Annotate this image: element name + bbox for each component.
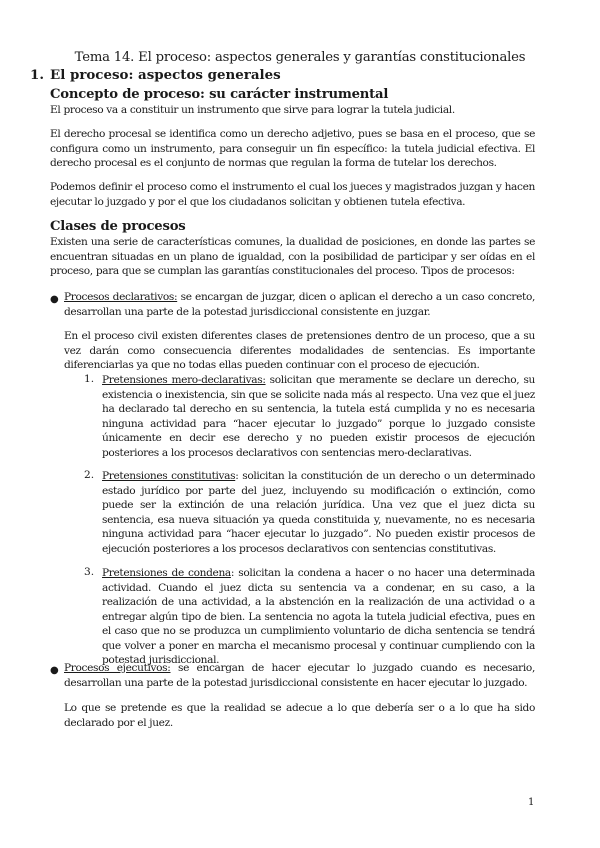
list-item-mero-declarativas bbox=[102, 373, 535, 460]
list-item-label: Pretensiones mero-declarativas: bbox=[102, 374, 266, 386]
concepto-paragraph-1: El proceso va a constituir un instrumento que sirve para lograr la tutela judicial. bbox=[50, 104, 455, 116]
final-paragraph: Lo que se pretende es que la realidad se adecue a lo que debería ser o a lo que ha sido declarado por el juez. bbox=[64, 702, 535, 729]
page-number: 1 bbox=[528, 797, 535, 808]
bullet-text: se encargan de hacer ejecutar lo juzgado cuando es necesario, desarrollan una parte de la potestad jurisdiccional consistente en hacer ejecutar lo juzgado. bbox=[64, 662, 535, 689]
document-title: Tema 14. El proceso: aspectos generales y garantías constitucionales bbox=[74, 50, 526, 65]
list-item-text: : solicitan la condena a hacer o no hacer una determinada actividad. Cuando el juez dicta su sentencia va a condenar, en su caso, a la realización de una actividad, a la abstención en la realización de una actividad o a entregar algún tipo de bien. La sentencia no agota la tutela judicial efectiva, pues en el caso que no se produzca un cumplimiento voluntario de dicha sentencia se tendrá que volver a poner en marcha el mecanismo procesal y continuar cumpliendo con la potestad jurisdiccional. bbox=[102, 567, 535, 666]
clases-heading: Clases de procesos bbox=[50, 219, 186, 234]
bullet-label: Procesos declarativos: bbox=[64, 291, 178, 303]
list-item-text: solicitan que meramente se declare un derecho, su existencia o inexistencia, sin que se solicite nada más al respecto. Una vez que el juez ha declarado tal derecho en su sentencia, la tutela está cumplida y no es necesaria ninguna actividad para “hacer ejecutar lo juzgado” porque lo juzgado consiste únicamente en decir ese derecho y no pueden existir procesos de ejecución posteriores a los procesos declarativos con sentencias mero-declarativas. bbox=[102, 374, 536, 459]
list-number: 1. bbox=[84, 373, 95, 385]
list-item-label: Pretensiones constitutivas bbox=[102, 470, 236, 482]
bullet-glyph: ● bbox=[50, 294, 59, 305]
concepto-heading: Concepto de proceso: su carácter instrumental bbox=[50, 87, 389, 102]
list-number: 2. bbox=[84, 469, 95, 481]
concepto-paragraph-3: Podemos definir el proceso como el instrumento el cual los jueces y magistrados juzgan y hacen ejecutar lo juzgado y por el que los ciudadanos solicitan y obtienen tutela efectiva. bbox=[50, 181, 535, 208]
list-item-condena bbox=[102, 566, 535, 668]
list-item-constitutivas bbox=[102, 469, 535, 556]
concepto-paragraph-2: El derecho procesal se identifica como un derecho adjetivo, pues se basa en el proceso, que se configura como un instrumento, para conseguir un fin específico: la tutela judicial efectiva. El derecho procesal es el conjunto de normas que regulan la forma de tutelar los derechos. bbox=[50, 128, 535, 169]
section-heading bbox=[30, 67, 281, 83]
clases-intro: Existen una serie de características comunes, la dualidad de posiciones, en donde las partes se encuentran situadas en un plano de igualdad, con la posibilidad de participar y ser oídas en el proceso, para que se cumplan las garantías constitucionales del proceso. Tipos de procesos: bbox=[50, 236, 535, 277]
bullet-procesos-ejecutivos bbox=[64, 661, 535, 690]
bullet-text: se encargan de juzgar, dicen o aplican el derecho a un caso concreto, desarrollan una parte de la potestad jurisdiccional consistente en juzgar. bbox=[64, 291, 535, 318]
bullet-procesos-declarativos bbox=[64, 290, 535, 319]
section-heading-text: El proceso: aspectos generales bbox=[50, 67, 281, 83]
list-item-text: : solicitan la constitución de un derecho o un determinado estado jurídico por parte del juez, incluyendo su modificación o extinción, como puede ser la extinción de una relación jurídica. Una vez que el juez dicta su sentencia, esa nueva situación ya queda constituida y, nuevamente, no es necesaria ninguna actividad para “hacer ejecutar lo juzgado”. No pueden existir procesos de ejecución posteriores a los procesos declarativos con sentencias constitutivas. bbox=[102, 470, 535, 555]
proceso-civil-paragraph: En el proceso civil existen diferentes clases de pretensiones dentro de un proceso, que a su vez darán como consecuencia diferentes modalidades de sentencias. Es importante diferenciarlas ya que no todas ellas pueden continuar con el proceso de ejecución. bbox=[64, 330, 535, 371]
list-item-label: Pretensiones de condena bbox=[102, 567, 231, 579]
list-number: 3. bbox=[84, 566, 95, 578]
bullet-label: Procesos ejecutivos: bbox=[64, 662, 171, 674]
bullet-glyph: ● bbox=[50, 665, 59, 676]
section-number: 1. bbox=[30, 67, 44, 83]
